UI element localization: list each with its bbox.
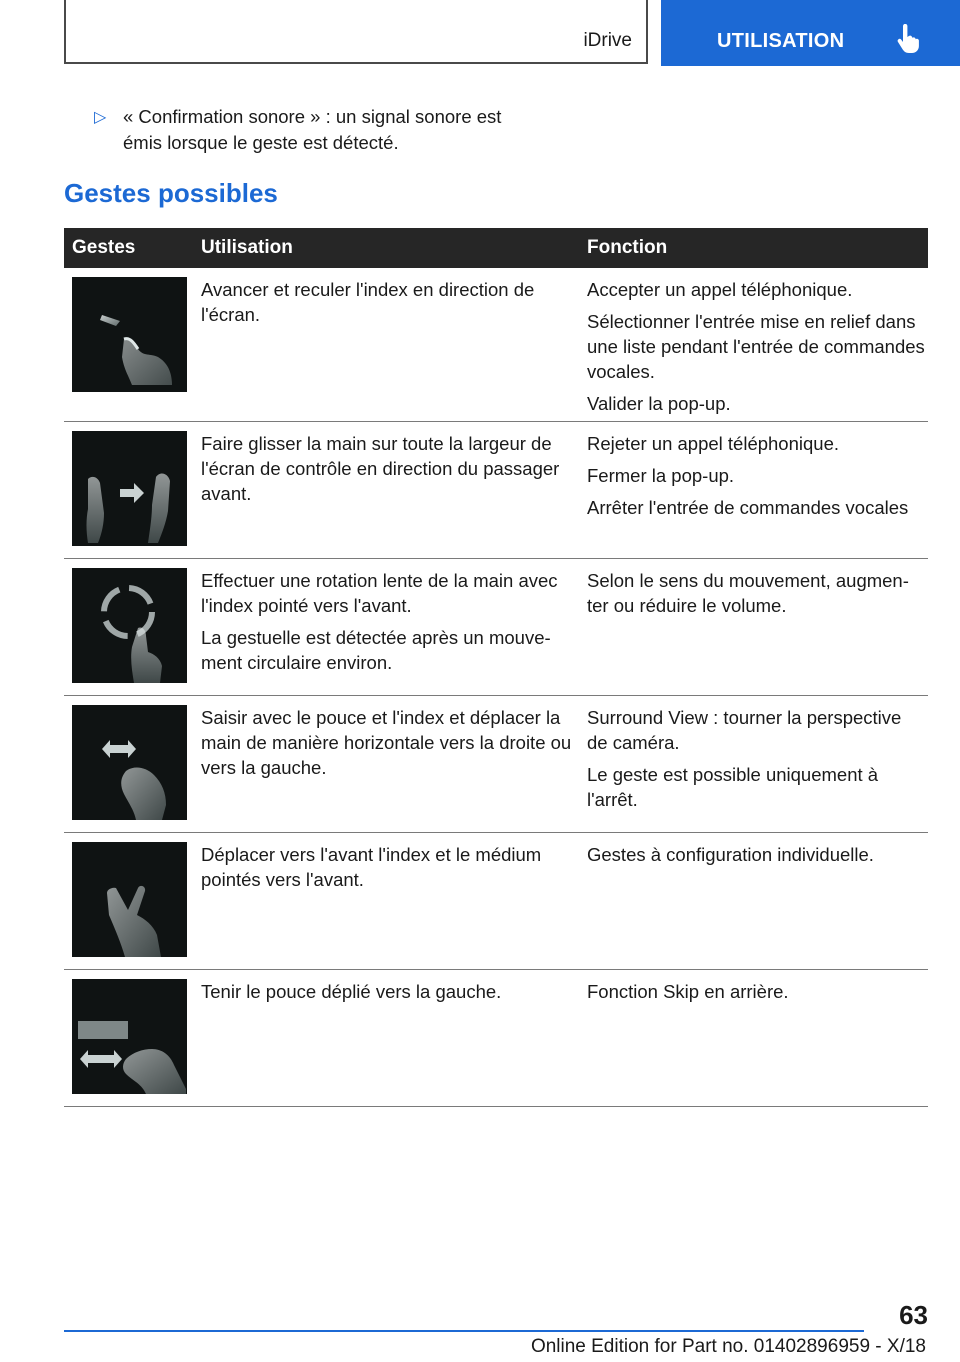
table-row [64,559,928,696]
column-header: Utilisation [201,237,293,258]
chapter-name: UTILISATION [717,30,845,52]
bullet-marker: ▷ [94,109,107,126]
function-text: Fermer la pop-up. [587,465,735,486]
gesture-image [72,431,187,546]
usage-text: Déplacer vers l'avant l'index et le médium pointés vers l'avant. [201,844,542,890]
section-name: iDrive [583,30,632,51]
function-text: Le geste est possible uniquement à l'arrêt. [587,764,879,810]
table-row [64,268,928,422]
gesture-image [72,979,187,1094]
pinch-move-gesture-icon [72,705,187,820]
header-section-box [64,0,648,64]
bullet-text: « Confirmation sonore » : un signal sonore est émis lorsque le geste est détecté. [123,106,502,153]
usage-cell [201,842,576,899]
function-cell [587,842,927,874]
usage-text: Faire glisser la main sur toute la largeur de l'écran de contrôle en direction du passager avant. [201,433,560,504]
usage-cell [201,277,576,334]
function-text: Valider la pop-up. [587,393,731,414]
gesture-image [72,568,187,683]
footer-rule [64,1330,864,1332]
table-row [64,970,928,1107]
function-text: Sélectionner l'entrée mise en relief dans une liste pendant l'entrée de commandes vocales. [587,311,925,382]
function-text: Surround View : tourner la perspective de caméra. [587,707,902,753]
circular-rotation-gesture-icon [72,568,187,683]
function-text: Accepter un appel téléphonique. [587,279,853,300]
usage-text: Saisir avec le pouce et l'index et déplacer la main de manière horizontale vers la droite ou vers la gauche. [201,707,572,778]
usage-text: Tenir le pouce déplié vers la gauche. [201,981,502,1002]
chapter-tab [661,0,960,66]
page-number: 63 [899,1300,928,1330]
gesture-image [72,705,187,820]
pointing-hand-icon [895,24,921,54]
function-text: Fonction Skip en arrière. [587,981,789,1002]
function-cell [587,705,927,819]
function-cell [587,568,927,625]
usage-text: Effectuer une rotation lente de la main avec l'index pointé vers l'avant. [201,570,558,616]
gesture-image [72,842,187,957]
index-forward-back-gesture-icon [72,277,187,392]
usage-cell [201,431,576,513]
function-cell [587,431,927,527]
section-title: Gestes possibles [64,178,278,208]
table-row [64,696,928,833]
usage-text: La gestuelle est détectée après un mouve-ment circulaire environ. [201,627,551,673]
function-text: Selon le sens du mouvement, augmen-ter ou réduire le volume. [587,570,909,616]
column-header: Gestes [72,237,136,258]
column-header: Fonction [587,237,668,258]
gestures-table [64,228,928,1107]
table-row [64,833,928,970]
function-cell [587,277,927,423]
function-text: Gestes à configuration individuelle. [587,844,874,865]
hand-swipe-gesture-icon [72,431,187,546]
edition-text: Online Edition for Part no. 01402896959 - X/18 [530,1336,926,1357]
two-finger-point-gesture-icon [72,842,187,957]
usage-cell [201,979,576,1011]
gesture-image [72,277,187,392]
intro-bullet [64,104,504,156]
function-text: Rejeter un appel téléphonique. [587,433,839,454]
usage-cell [201,568,576,682]
table-row [64,422,928,559]
function-cell [587,979,927,1011]
usage-text: Avancer et reculer l'index en direction de l'écran. [201,279,535,325]
table-header [64,228,928,268]
function-text: Arrêter l'entrée de commandes vocales [587,497,909,518]
usage-cell [201,705,576,787]
thumb-left-gesture-icon [72,979,187,1094]
